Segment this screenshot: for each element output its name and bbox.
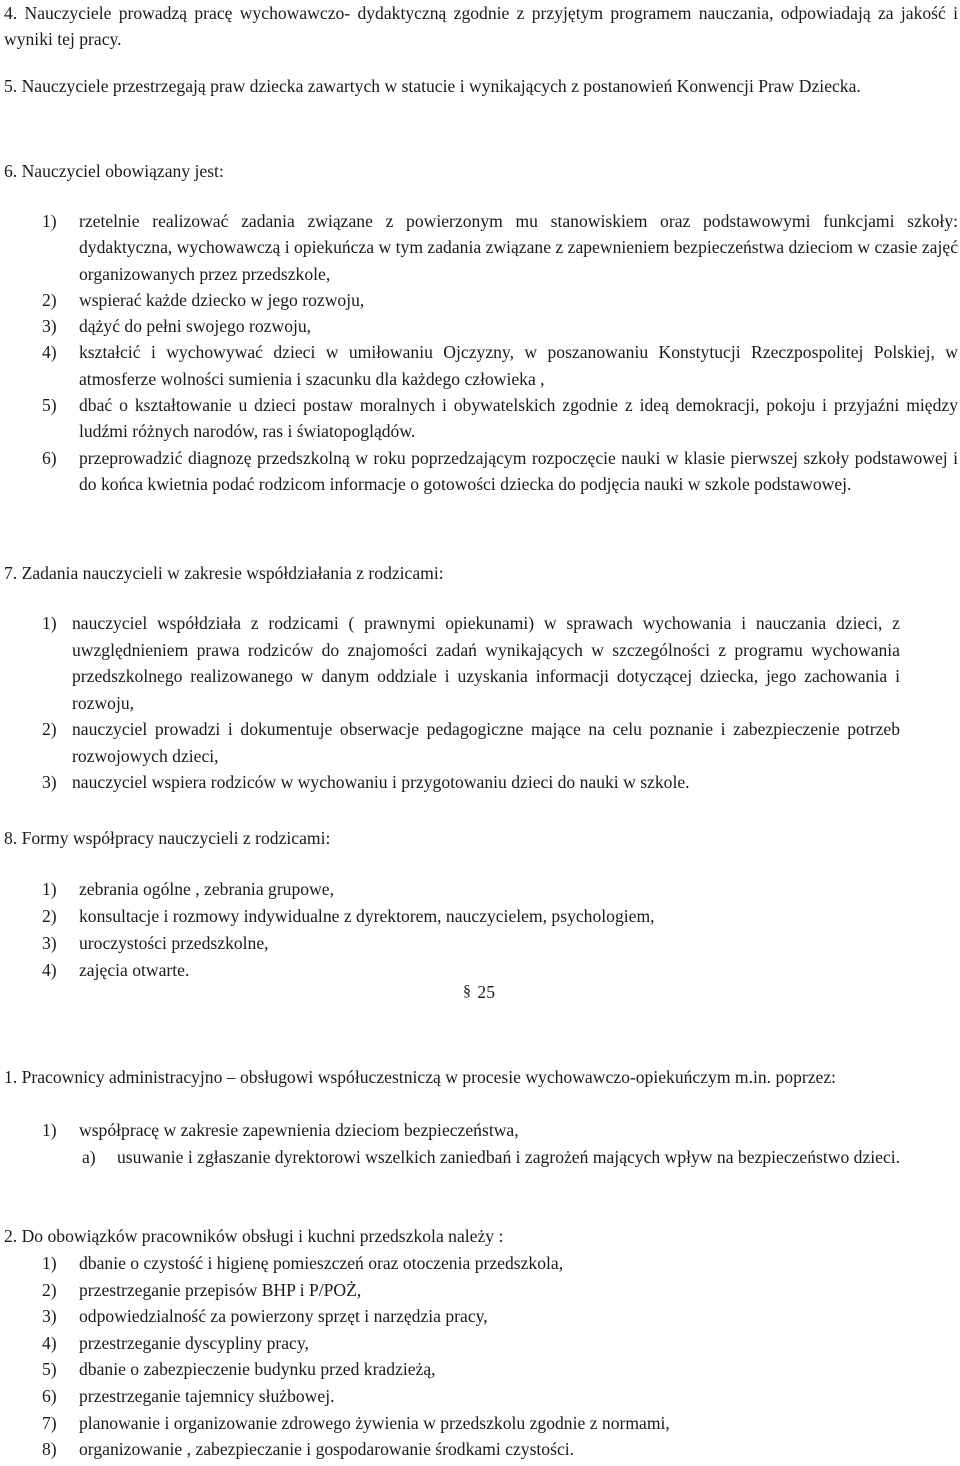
list-item-text: odpowiedzialność za powierzony sprzęt i narzędzia pracy, xyxy=(79,1306,488,1327)
list-item-text: dbanie o czystość i higienę pomieszczeń oraz otoczenia przedszkola, xyxy=(79,1253,564,1273)
paragraph-admin-staff: 1. Pracownicy administracyjno – obsługowi współuczestniczą w procesie wychowawczo-opiekuńczym m.in. poprzez: xyxy=(4,1067,837,1087)
list-cooperation-forms xyxy=(42,876,900,984)
list-item xyxy=(42,1330,900,1357)
list-item-number: 1) xyxy=(42,1120,57,1140)
list-item-number: 5) xyxy=(42,1359,57,1380)
list-item xyxy=(42,1356,900,1383)
list-item xyxy=(42,1383,900,1410)
list-teacher-duties xyxy=(42,208,958,497)
list-item xyxy=(42,339,958,392)
section-number-value: 25 xyxy=(477,982,495,1002)
list-item-text: dbanie o zabezpieczenie budynku przed kradzieżą, xyxy=(79,1359,436,1380)
list-item xyxy=(42,1410,900,1437)
list-item-text: dbać o kształtowanie u dzieci postaw moralnych i obywatelskich zgodnie z ideą demokracji, pokoju i przyjaźni między ludźmi różnych narodów, ras i światopoglądów. xyxy=(79,395,958,442)
list-item xyxy=(42,1277,900,1304)
list-item xyxy=(42,313,958,339)
list-item-text: kształcić i wychowywać dzieci w umiłowaniu Ojczyzny, w poszanowaniu Konstytucji Rzeczpospolitej Polskiej, w atmosferze wolności sumienia i szacunku dla każdego człowieka , xyxy=(79,342,958,389)
list-item-number: 5) xyxy=(42,395,57,416)
list-item-text: dążyć do pełni swojego rozwoju, xyxy=(79,316,312,337)
list-item-text: wspierać każde dziecko w jego rozwoju, xyxy=(79,289,365,310)
list-item-number: 3) xyxy=(42,316,57,337)
list-item-number: 3) xyxy=(42,772,57,792)
list-item-number: 1) xyxy=(42,879,57,899)
list-item-number: 2) xyxy=(42,289,57,310)
paragraph-4: 4. Nauczyciele prowadzą pracę wychowawczo- dydaktyczną zgodnie z przyjętym programem nauczania, odpowiadają za jakość i wyniki tej pracy. xyxy=(4,3,958,49)
list-item-text: nauczyciel prowadzi i dokumentuje obserwacje pedagogiczne mające na celu poznanie i zabezpieczenie potrzeb rozwojowych dzieci, xyxy=(72,719,900,766)
list-item-text: uroczystości przedszkolne, xyxy=(79,933,269,953)
list-item-number: 1) xyxy=(42,211,57,231)
list-item xyxy=(42,716,900,769)
list-item xyxy=(42,392,958,445)
list-item xyxy=(42,769,900,796)
list-item xyxy=(42,208,958,287)
sublist-item-text: usuwanie i zgłaszanie dyrektorowi wszelkich zaniedbań i zagrożeń mających wpływ na bezpieczeństwo dzieci. xyxy=(117,1147,901,1167)
list-item xyxy=(42,876,900,903)
list-item-number: 1) xyxy=(42,613,57,633)
list-item-text: przeprowadzić diagnozę przedszkolną w roku poprzedzającym rozpoczęcie nauki w klasie pierwszej szkoły podstawowej i do końca kwietnia podać rodzicom informacje o gotowości dziecka do podjęcia nauki w szkole podstawowej. xyxy=(79,447,958,494)
list-item-number: 3) xyxy=(42,1306,57,1327)
list-item xyxy=(42,930,900,957)
list-item-text: planowanie i organizowanie zdrowego żywienia w przedszkolu zgodnie z normami, xyxy=(79,1412,670,1433)
list-item-text: przestrzeganie dyscypliny pracy, xyxy=(79,1332,309,1353)
list-item-number: 7) xyxy=(42,1412,57,1433)
list-item-number: 4) xyxy=(42,960,57,980)
section-number xyxy=(463,982,495,1003)
list-item-number: 6) xyxy=(42,447,57,468)
list-item xyxy=(42,957,900,984)
paragraph-8-heading: 8. Formy współpracy nauczycieli z rodzicami: xyxy=(4,828,331,848)
paragraph-5: 5. Nauczyciele przestrzegają praw dziecka zawartych w statucie i wynikających z postanowień Konwencji Praw Dziecka. xyxy=(4,76,861,96)
list-item-number: 4) xyxy=(42,1332,57,1353)
list-item-number: 6) xyxy=(42,1385,57,1406)
list-item-number: 3) xyxy=(42,933,57,953)
list-item-text: rzetelnie realizować zadania związane z powierzonym mu stanowiskiem oraz podstawowymi funkcjami szkoły: dydaktyczna, wychowawczą i opiekuńcza w tym zadania związane z zapewnieniem bezpieczeństwa dzieciom w czasie zajęć organizowanych przez przedszkole, xyxy=(79,211,958,284)
list-item-text: nauczyciel wspiera rodziców w wychowaniu i przygotowaniu dzieci do nauki w szkole. xyxy=(72,772,690,792)
list-item xyxy=(42,610,900,716)
list-parent-cooperation-tasks xyxy=(42,610,900,796)
section-sign: § xyxy=(463,983,471,1000)
paragraph-6-heading: 6. Nauczyciel obowiązany jest: xyxy=(4,161,224,181)
sublist-item xyxy=(42,1144,958,1171)
list-item-text: przestrzeganie przepisów BHP i P/POŻ, xyxy=(79,1279,362,1300)
list-item-text: przestrzeganie tajemnicy służbowej. xyxy=(79,1385,335,1406)
list-item xyxy=(42,445,958,498)
list-item xyxy=(42,1117,958,1171)
list-item-number: 1) xyxy=(42,1253,57,1273)
list-item xyxy=(42,1250,900,1277)
list-admin-staff xyxy=(42,1117,958,1171)
list-item-text: współpracę w zakresie zapewnienia dzieciom bezpieczeństwa, xyxy=(79,1120,519,1140)
paragraph-7-heading: 7. Zadania nauczycieli w zakresie współdziałania z rodzicami: xyxy=(4,563,444,583)
list-item-text: konsultacje i rozmowy indywidualne z dyrektorem, nauczycielem, psychologiem, xyxy=(79,906,655,926)
sublist-item-letter: a) xyxy=(82,1147,96,1167)
list-item-text: zajęcia otwarte. xyxy=(79,960,190,980)
list-item xyxy=(42,1436,900,1463)
list-item xyxy=(42,1303,900,1330)
list-item-number: 2) xyxy=(42,1279,57,1300)
list-item-number: 2) xyxy=(42,719,57,739)
list-item-number: 4) xyxy=(42,342,57,363)
list-item-number: 8) xyxy=(42,1439,57,1460)
list-item xyxy=(42,287,958,313)
list-item-text: nauczyciel współdziała z rodzicami ( prawnymi opiekunami) w sprawach wychowania i nauczania dzieci, z uwzględnieniem prawa rodziców do znajomości zadań wynikających w szczególności z programu wychowania przedszkolnego realizowanego w danym oddziale i uzyskania informacji dotyczącej dziecka, jego zachowania i rozwoju, xyxy=(72,613,900,713)
paragraph-kitchen-staff-heading: 2. Do obowiązków pracowników obsługi i kuchni przedszkola należy : xyxy=(4,1226,504,1246)
list-kitchen-staff-duties xyxy=(42,1250,900,1463)
list-item-text: organizowanie , zabezpieczanie i gospodarowanie środkami czystości. xyxy=(79,1439,575,1460)
sublist-admin-staff xyxy=(79,1144,958,1171)
list-item xyxy=(42,903,900,930)
list-item-text: zebrania ogólne , zebrania grupowe, xyxy=(79,879,334,899)
list-item-number: 2) xyxy=(42,906,57,926)
